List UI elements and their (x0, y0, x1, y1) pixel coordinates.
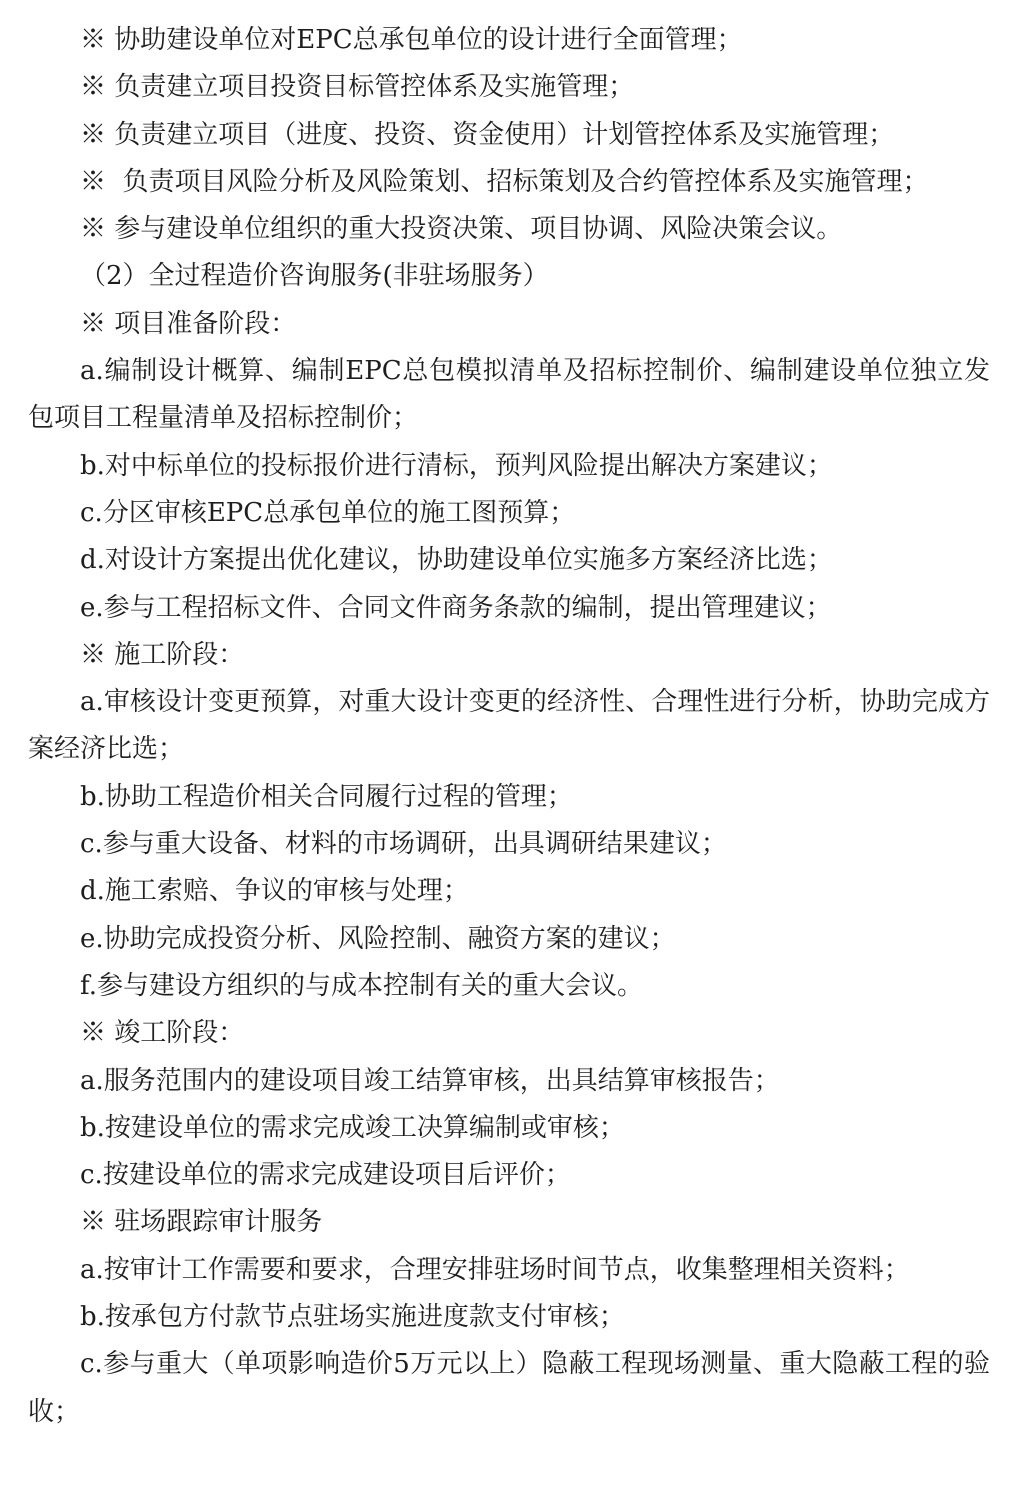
list-item: c.分区审核EPC总承包单位的施工图预算； (80, 497, 576, 528)
stage-heading: ※ 项目准备阶段： (80, 308, 297, 339)
list-item: c.参与重大（单项影响造价5万元以上）隐蔽工程现场测量、重大隐蔽工程的验收； (28, 1349, 990, 1427)
list-item: a.按审计工作需要和要求，合理安排驻场时间节点，收集整理相关资料； (80, 1254, 910, 1285)
list-item: e.协助完成投资分析、风险控制、融资方案的建议； (80, 923, 676, 954)
paragraph: ※ 参与建设单位组织的重大投资决策、项目协调、风险决策会议。 (80, 214, 843, 245)
list-item: e.参与工程招标文件、合同文件商务条款的编制，提出管理建议； (80, 592, 832, 623)
stage-heading: ※ 施工阶段： (80, 639, 245, 670)
document-body (28, 17, 990, 1436)
paragraph: ※ 负责建立项目（进度、投资、资金使用）计划管控体系及实施管理； (80, 119, 895, 150)
section-heading: （2）全过程造价咨询服务(非驻场服务） (80, 261, 549, 292)
paragraph: ※ 负责建立项目投资目标管控体系及实施管理； (80, 72, 635, 103)
paragraph: ※ 协助建设单位对EPC总承包单位的设计进行全面管理； (80, 25, 743, 55)
list-item: b.协助工程造价相关合同履行过程的管理； (80, 781, 573, 812)
stage-heading: ※ 驻场跟踪审计服务 (80, 1207, 323, 1238)
list-item: d.施工索赔、争议的审核与处理； (80, 876, 469, 907)
list-item: b.按建设单位的需求完成竣工决算编制或审核； (80, 1112, 625, 1143)
list-item: c.参与重大设备、材料的市场调研，出具调研结果建议； (80, 829, 727, 860)
list-item: f.参与建设方组织的与成本控制有关的重大会议。 (80, 970, 643, 1001)
list-item: d.对设计方案提出优化建议，协助建设单位实施多方案经济比选； (80, 545, 833, 576)
paragraph: ※ 负责项目风险分析及风险策划、招标策划及合约管控体系及实施管理； (80, 166, 929, 197)
stage-heading: ※ 竣工阶段： (80, 1018, 245, 1049)
list-item: b.按承包方付款节点驻场实施进度款支付审核； (80, 1302, 625, 1333)
list-item: c.按建设单位的需求完成建设项目后评价； (80, 1160, 571, 1191)
list-item: b.对中标单位的投标报价进行清标，预判风险提出解决方案建议； (80, 450, 833, 481)
list-item: a.服务范围内的建设项目竣工结算审核，出具结算审核报告； (80, 1065, 780, 1096)
list-item: a.编制设计概算、编制EPC总包模拟清单及招标控制价、编制建设单位独立发包项目工程量清单及招标控制价； (28, 356, 990, 434)
list-item: a.审核设计变更预算，对重大设计变更的经济性、合理性进行分析，协助完成方案经济比选； (28, 687, 990, 765)
